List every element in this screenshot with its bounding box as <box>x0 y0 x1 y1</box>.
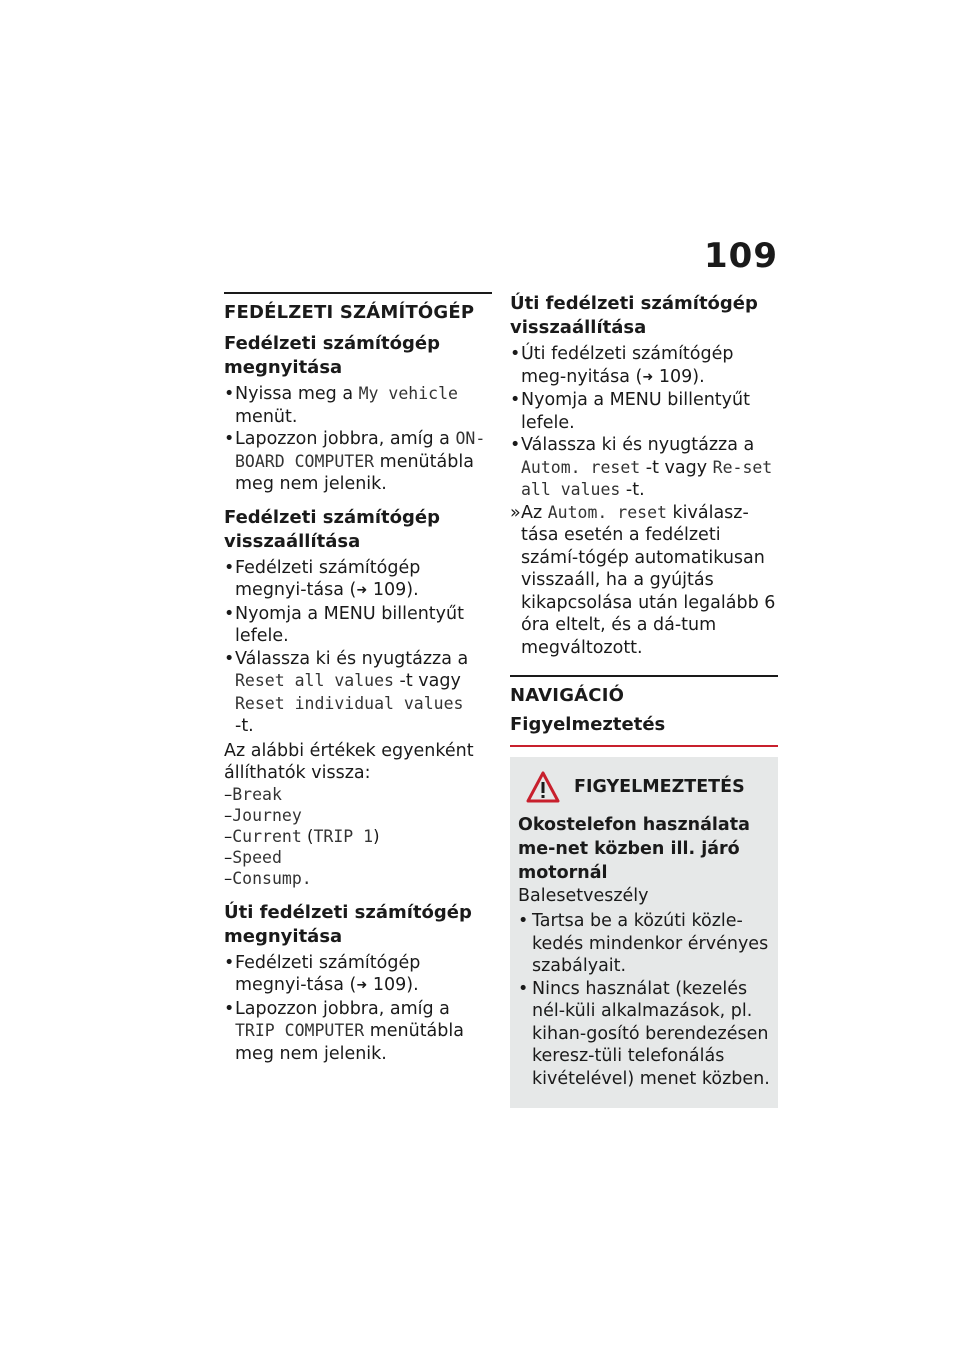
left-column <box>224 292 492 1065</box>
list-item <box>224 603 492 648</box>
subsection-title-open: Fedélzeti számítógép megnyitása <box>224 333 440 378</box>
step-text: -t. <box>235 716 254 736</box>
reset-values-list <box>224 784 492 889</box>
value-code: Break <box>232 784 282 804</box>
step-text: ). <box>692 366 705 387</box>
trip-reset-steps <box>510 343 778 659</box>
step-text: -t. <box>620 480 645 500</box>
menu-code: Re-set all values <box>521 457 773 499</box>
step-text: Nyomja a MENU billentyűt lefele. <box>235 603 464 646</box>
list-item <box>224 383 492 428</box>
reset-steps <box>224 557 492 738</box>
step-text: Fedélzeti számítógép megnyi-tása ( <box>235 952 421 995</box>
page-ref[interactable]: 109 <box>372 580 407 600</box>
page-ref-arrow-icon: ➜ <box>356 978 368 993</box>
section-title: FEDÉLZETI SZÁMÍTÓGÉP <box>224 302 475 323</box>
subsection-title-trip-reset: Úti fedélzeti számítógép visszaállítása <box>510 293 758 338</box>
menu-code: ON-BOARD COMPUTER <box>235 429 486 471</box>
menu-code: My vehicle <box>358 384 458 403</box>
section-title: NAVIGÁCIÓ <box>510 685 625 706</box>
value-item: –Break <box>224 784 282 804</box>
list-item <box>224 428 492 496</box>
page-ref-arrow-icon: ➜ <box>642 369 654 385</box>
warning-box <box>510 757 778 1108</box>
section-header-navigation <box>510 675 778 709</box>
warning-header <box>518 771 770 803</box>
list-item: • Tartsa be a közúti közle-kedés mindenkor érvényes szabályait. <box>518 910 770 978</box>
list-item <box>224 648 492 738</box>
step-text: -t vagy <box>640 457 713 478</box>
subsection-title-warning: Figyelmeztetés <box>510 714 666 735</box>
warning-subtitle-wrap <box>510 713 778 747</box>
result-item <box>510 502 778 660</box>
menu-code: Reset all values <box>235 671 394 690</box>
list-item: • Nincs használat (kezelés nél-küli alkalmazások, pl. kihan-gosító berendezésen keresz-tüli telefonálás kivételével) menet közben. <box>518 978 770 1091</box>
step-text: Válassza ki és nyugtázza a <box>235 648 469 669</box>
list-item <box>224 998 492 1066</box>
list-item <box>224 952 492 998</box>
step-text: Nyissa meg a <box>235 384 359 404</box>
value-item: –Current (TRIP 1) <box>224 826 380 846</box>
menu-code: Autom. reset <box>521 457 641 477</box>
value-item: –Journey <box>224 805 302 825</box>
warning-triangle-icon <box>526 771 560 803</box>
right-column <box>510 292 778 1108</box>
page-ref-arrow-icon: ➜ <box>356 583 368 598</box>
warning-heading: FIGYELMEZTETÉS <box>574 777 745 797</box>
step-text: -t vagy <box>393 671 461 691</box>
step-text: Válassza ki és nyugtázza a <box>521 435 755 455</box>
warning-lead: Okostelefon használata me-net közben ill. járó motornál <box>518 815 750 883</box>
menu-code: Autom. reset <box>547 502 667 522</box>
step-text: Fedélzeti számítógép megnyi-tása ( <box>235 557 421 600</box>
step-text: Úti fedélzeti számítógép meg-nyitása ( <box>521 344 734 387</box>
step-text: menütábla meg nem jelenik. <box>235 1021 464 1064</box>
list-item <box>510 434 778 502</box>
step-text: Lapozzon jobbra, amíg a <box>235 998 450 1019</box>
step-text: ). <box>406 975 419 995</box>
page-ref[interactable]: 109 <box>372 975 407 995</box>
subsection-title-trip-open: Úti fedélzeti számítógép megnyitása <box>224 901 472 947</box>
menu-code: TRIP COMPUTER <box>235 1021 365 1040</box>
value-code: TRIP 1 <box>313 826 374 846</box>
open-steps <box>224 383 492 496</box>
list-item <box>224 557 492 603</box>
step-text: menütábla meg nem jelenik. <box>235 451 474 494</box>
list-item <box>510 343 778 389</box>
step-text: Nyomja a MENU billentyűt lefele. <box>521 390 750 433</box>
value-suffix: ( <box>301 826 314 846</box>
section-header-onboard-computer <box>224 292 492 326</box>
step-text: kiválasz-tása esetén a fedélzeti számí-tógép automatikusan visszaáll, ha a gyújtás kikapcsolása után legalább 6 óra eltelt, és a dá-tum megváltozott. <box>521 502 776 658</box>
trip-open-steps <box>224 952 492 1066</box>
subsection-title-reset: Fedélzeti számítógép visszaállítása <box>224 506 440 552</box>
value-code: Journey <box>232 805 302 825</box>
value-code: Consump. <box>232 868 312 888</box>
value-suffix: ) <box>373 826 380 846</box>
list-item <box>510 389 778 434</box>
value-item: –Speed <box>224 847 282 867</box>
page-number: 109 <box>704 236 778 276</box>
step-text: Az <box>521 502 548 523</box>
value-code: Current <box>232 826 302 846</box>
warning-hazard: Balesetveszély <box>518 886 649 906</box>
step-text: menüt. <box>235 406 298 427</box>
step-text: Lapozzon jobbra, amíg a <box>235 429 456 449</box>
value-item: –Consump. <box>224 868 312 888</box>
value-code: Speed <box>232 847 282 867</box>
page-ref[interactable]: 109 <box>658 366 693 387</box>
warning-list <box>518 910 770 1090</box>
menu-code: Reset individual values <box>235 693 464 713</box>
step-text: ). <box>406 580 419 600</box>
reset-note: Az alábbi értékek egyenként állíthatók vissza: <box>224 740 474 783</box>
